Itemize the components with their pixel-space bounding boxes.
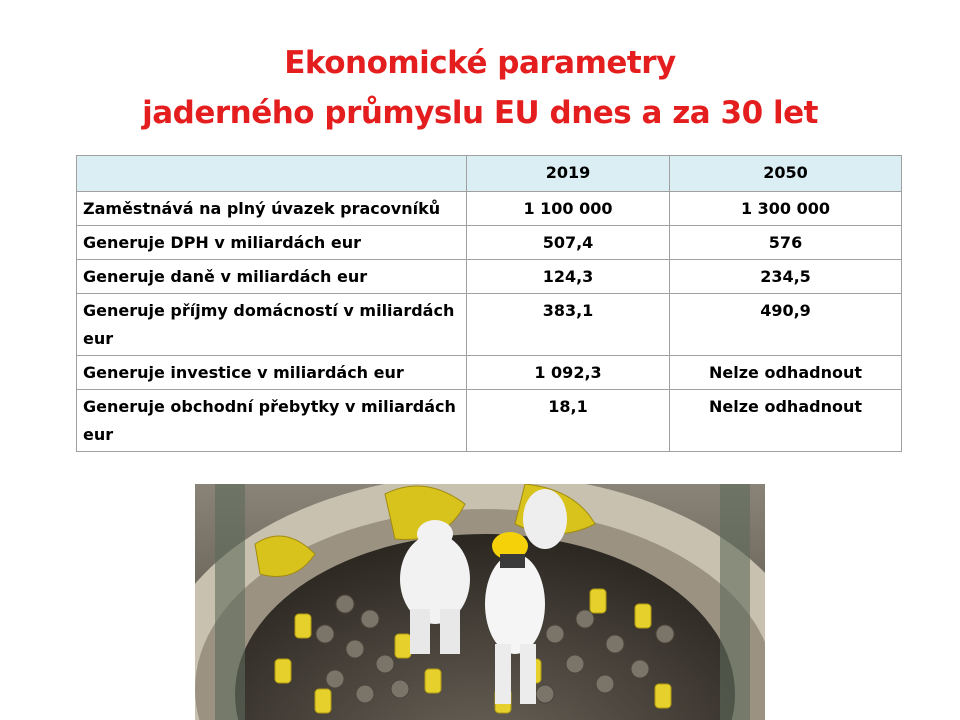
title-line-2: jaderného průmyslu EU dnes a za 30 let bbox=[142, 95, 818, 131]
value-2019: 1 092,3 bbox=[467, 356, 670, 390]
value-2050: 490,9 bbox=[670, 294, 902, 356]
table-row bbox=[77, 260, 902, 294]
value-2050: 1 300 000 bbox=[670, 192, 902, 226]
value-2050: Nelze odhadnout bbox=[670, 390, 902, 452]
table-row bbox=[77, 226, 902, 260]
table-row bbox=[77, 192, 902, 226]
row-label: Generuje investice v miliardách eur bbox=[77, 356, 467, 390]
row-label: Generuje příjmy domácností v miliardách eur bbox=[77, 294, 467, 356]
value-2050: 234,5 bbox=[670, 260, 902, 294]
row-label: Zaměstnává na plný úvazek pracovníků bbox=[77, 192, 467, 226]
table-row bbox=[77, 356, 902, 390]
table-row bbox=[77, 390, 902, 452]
economic-parameters-table bbox=[76, 155, 902, 452]
table-row bbox=[77, 294, 902, 356]
title-line-1: Ekonomické parametry bbox=[284, 45, 676, 81]
value-2050: 576 bbox=[670, 226, 902, 260]
value-2019: 507,4 bbox=[467, 226, 670, 260]
value-2019: 383,1 bbox=[467, 294, 670, 356]
reactor-workers-photo bbox=[195, 484, 765, 720]
row-label: Generuje daně v miliardách eur bbox=[77, 260, 467, 294]
row-label: Generuje obchodní přebytky v miliardách eur bbox=[77, 390, 467, 452]
value-2019: 124,3 bbox=[467, 260, 670, 294]
header-2050: 2050 bbox=[670, 156, 902, 192]
header-2019: 2019 bbox=[467, 156, 670, 192]
slide-title bbox=[0, 38, 960, 138]
worker-back bbox=[523, 489, 567, 549]
value-2019: 1 100 000 bbox=[467, 192, 670, 226]
value-2050: Nelze odhadnout bbox=[670, 356, 902, 390]
value-2019: 18,1 bbox=[467, 390, 670, 452]
row-label: Generuje DPH v miliardách eur bbox=[77, 226, 467, 260]
header-row bbox=[77, 156, 902, 192]
header-empty bbox=[77, 156, 467, 192]
